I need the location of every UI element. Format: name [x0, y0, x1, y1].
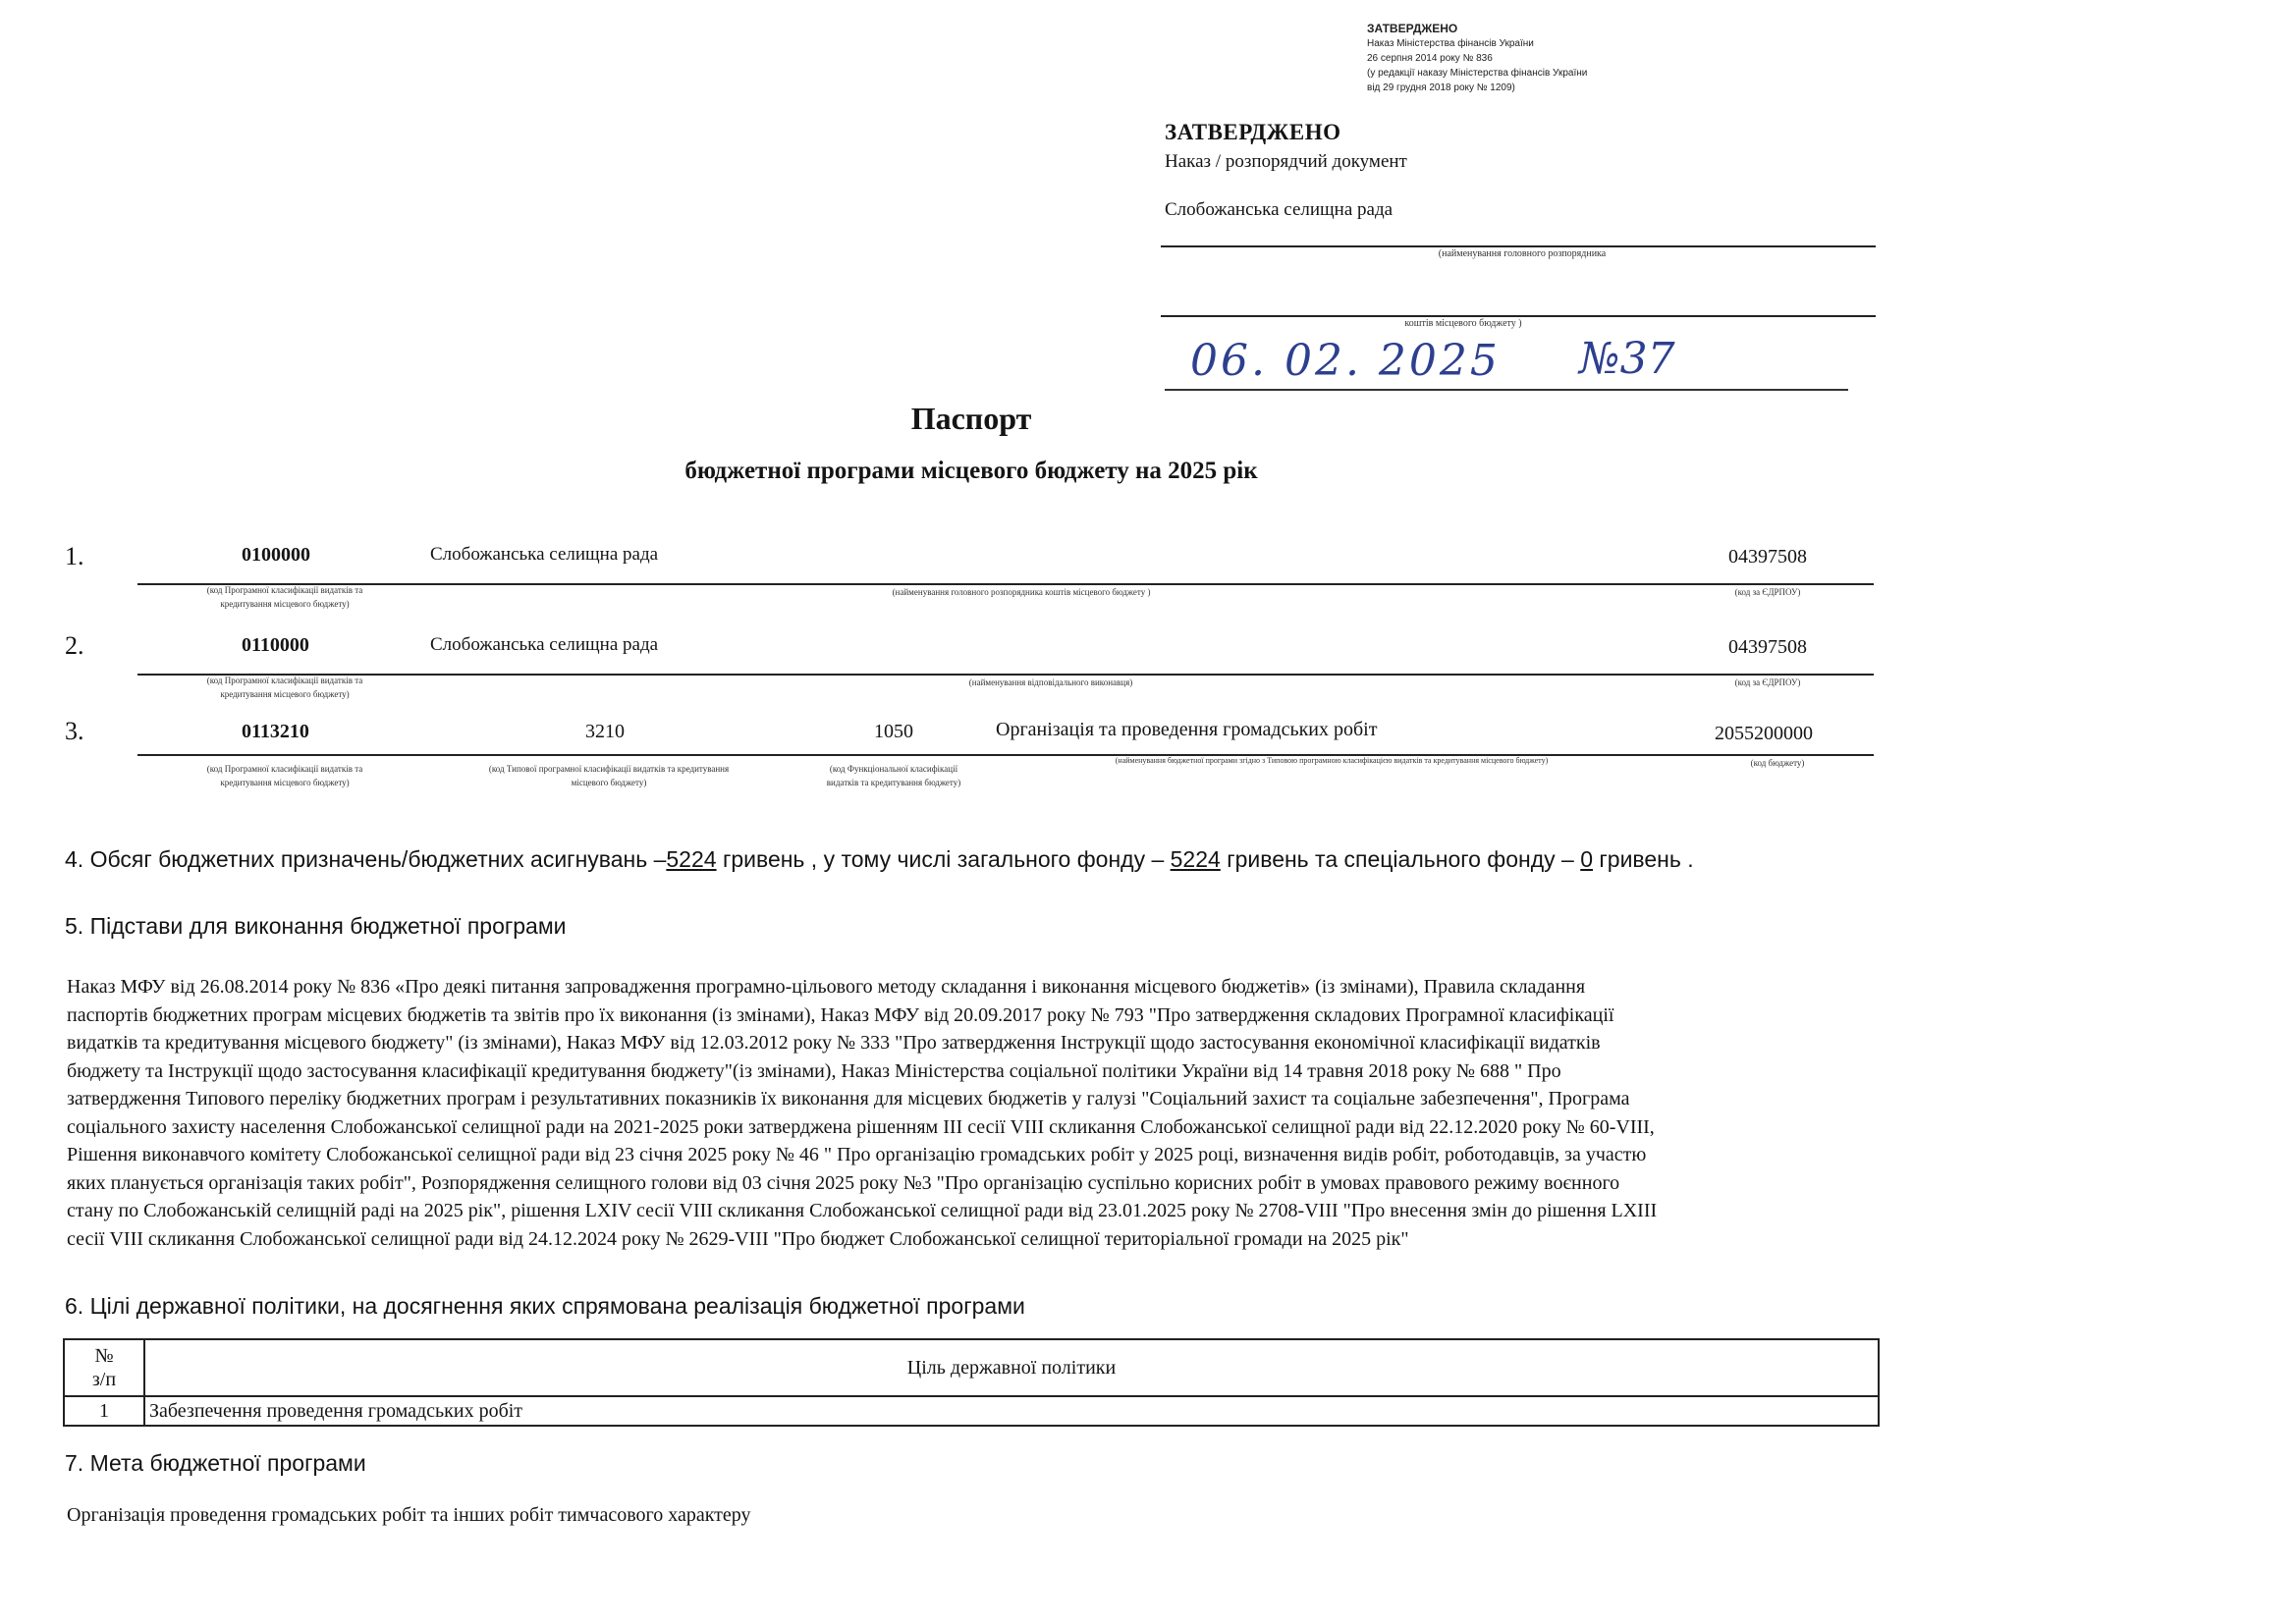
grounds-line: Наказ МФУ від 26.08.2014 року № 836 «Про деякі питання запровадження програмно-цільового методу складання і виконання місцевого бюджетів» (із змінами), Правила складання [67, 976, 1586, 998]
typical-program-code: 3210 [585, 721, 625, 742]
row-number: 2. [65, 631, 84, 660]
caption-line: (код Програмної класифікації видатків та [206, 764, 363, 774]
row-number: 3. [65, 717, 84, 745]
column-header-number [64, 1339, 144, 1396]
ministry-stamp-line: 26 серпня 2014 року № 836 [1367, 53, 1493, 64]
program-goal-text: Організація проведення громадських робіт та інших робіт тимчасового характеру [67, 1504, 751, 1526]
grounds-line: бюджету та Інструкції щодо застосування класифікації кредитування бюджету"(із змінами), Наказ Міністерства соціальної політики України від 14 травня 2018 року № 688 " Про [67, 1059, 1561, 1082]
section-6-heading: 6. Цілі державної політики, на досягнення яких спрямована реалізація бюджетної програми [65, 1293, 1025, 1319]
caption-line: видатків та кредитування бюджету) [826, 778, 961, 787]
caption-line: (код Програмної класифікації видатків та [206, 585, 363, 595]
header-number-suffix: з/п [91, 1369, 117, 1390]
table-header-row [64, 1339, 1879, 1396]
grounds-line: яких планується організація таких робіт", Розпорядження селищного голови від 03 січня 2025 року №3 "Про організацію суспільно корисних робіт в умовах правового режиму воєнного [67, 1171, 1620, 1194]
manager-name: Слобожанська селищна рада [430, 544, 659, 565]
grounds-line: стану по Слобожанській селищній раді на 2025 рік", рішення LXIV сесії VIII скликання Слобожанської селищної ради від 23.01.2025 року № 2708-VIII "Про внесення змін до рішення LXIII [67, 1200, 1658, 1221]
field-caption: (код за ЄДРПОУ) [1734, 677, 1801, 687]
caption-line: кредитування місцевого бюджету) [220, 778, 350, 787]
section-7-heading: 7. Мета бюджетної програми [65, 1450, 366, 1476]
total-amount: 5224 [666, 846, 717, 872]
ministry-stamp-line: Наказ Міністерства фінансів України [1367, 38, 1534, 49]
ministry-stamp-line: (у редакції наказу Міністерства фінансів України [1367, 68, 1588, 79]
field-caption: (найменування відповідального виконавця) [968, 677, 1133, 687]
section-5-legal-grounds [67, 973, 1874, 1253]
grounds-line: соціального захисту населення Слобожанської селищної ради на 2021-2025 роки затверджена рішенням ІІІ сесії VIII скликання Слобожанської селищної ради від 22.12.2020 року № 60-VIII, [67, 1115, 1655, 1138]
field-caption [432, 762, 786, 789]
grounds-line: сесії VIII скликання Слобожанської селищної ради від 24.12.2024 року № 2629-VIII "Про бюджет Слобожанської селищної територіальної громади на 2025 рік" [67, 1227, 1409, 1250]
row-number: 1. [65, 542, 84, 570]
field-caption [786, 762, 1002, 789]
caption-line: (код Програмної класифікації видатків та [206, 676, 363, 685]
grounds-line: видатків та кредитування місцевого бюджету" (із змінами), Наказ МФУ від 12.03.2012 року № 333 "Про затвердження Інструкції щодо застосування економічної класифікації видатків [67, 1032, 1601, 1054]
policy-goals-table [63, 1338, 1880, 1427]
caption-line: кредитування місцевого бюджету) [220, 599, 350, 609]
goal-cell: Забезпечення проведення громадських робіт [144, 1396, 1879, 1426]
column-header-goal: Ціль державної політики [144, 1339, 1879, 1396]
program-name: Організація та проведення громадських робіт [996, 719, 1378, 740]
ministry-stamp-title: ЗАТВЕРДЖЕНО [1367, 22, 1458, 35]
table-row [64, 1396, 1879, 1426]
handwritten-date-underline [1165, 389, 1848, 391]
edrpou-code: 04397508 [1728, 636, 1807, 658]
caption-line: місцевого бюджету) [571, 778, 647, 787]
field-caption: (найменування головного розпорядника коштів місцевого бюджету ) [892, 587, 1151, 597]
header-number: № [94, 1345, 114, 1367]
caption-line: кредитування місцевого бюджету) [220, 689, 350, 699]
field-caption: (код бюджету) [1750, 758, 1805, 768]
row-number-cell: 1 [64, 1396, 144, 1426]
field-caption [167, 583, 403, 611]
approval-caption: коштів місцевого бюджету ) [1404, 318, 1522, 329]
caption-line: (код Типової програмної класифікації видатків та кредитування [488, 764, 730, 774]
ministry-stamp-line: від 29 грудня 2018 року № 1209) [1367, 82, 1515, 93]
general-fund-amount: 5224 [1170, 846, 1221, 872]
special-fund-amount: 0 [1580, 846, 1594, 872]
handwritten-number: №37 [1579, 334, 1675, 384]
approval-subtitle: Наказ / розпорядчий документ [1165, 151, 1407, 172]
field-caption [167, 762, 403, 789]
program-code: 0113210 [242, 721, 309, 742]
handwritten-date: 06. 02. 2025 [1190, 336, 1501, 386]
executor-name: Слобожанська селищна рада [430, 634, 659, 655]
section-5-heading: 5. Підстави для виконання бюджетної програми [65, 913, 567, 939]
section-4-budget-amounts [65, 846, 1694, 873]
field-caption: (код за ЄДРПОУ) [1734, 587, 1801, 597]
section-4-text: гривень . [1593, 846, 1694, 872]
section-4-text: 4. Обсяг бюджетних призначень/бюджетних асигнувань – [65, 846, 667, 872]
section-4-text: гривень , у тому числі загального фонду – [716, 846, 1171, 872]
budget-code: 2055200000 [1715, 723, 1813, 744]
field-caption [167, 674, 403, 701]
program-code: 0110000 [242, 634, 309, 656]
functional-code: 1050 [874, 721, 913, 742]
field-caption: (найменування бюджетної програми згідно з Типовою програмною класифікацією видатків та кредитування місцевого бюджету) [1115, 756, 1549, 765]
grounds-line: Рішення виконавчого комітету Слобожанської селищної ради від 23 січня 2025 року № 46 " Про організацію громадських робіт у 2025 році, визначення видів робіт, роботодавців, за участю [67, 1144, 1647, 1165]
grounds-line: затвердження Типового переліку бюджетних програм і результативних показників їх виконання для місцевих бюджетів у галузі "Соціальний захист та соціальне забезпечення", Програма [67, 1088, 1630, 1110]
approval-caption: (найменування головного розпорядника [1438, 248, 1607, 259]
document-subtitle: бюджетної програми місцевого бюджету на 2025 рік [684, 458, 1258, 484]
section-4-text: гривень та спеціального фонду – [1220, 846, 1581, 872]
grounds-line: паспортів бюджетних програм місцевих бюджетів та звітів про їх виконання (із змінами), Наказ МФУ від 20.09.2017 року № 793 "Про затвердження складових Програмної класифікації [67, 1003, 1614, 1026]
edrpou-code: 04397508 [1728, 546, 1807, 568]
caption-line: (код Функціональної класифікації [829, 764, 958, 774]
program-code: 0100000 [242, 544, 310, 566]
ministry-approval-stamp [1367, 22, 1587, 95]
document-title: Паспорт [910, 401, 1032, 436]
approval-organization: Слобожанська селищна рада [1165, 199, 1394, 220]
approval-title: ЗАТВЕРДЖЕНО [1165, 120, 1341, 144]
